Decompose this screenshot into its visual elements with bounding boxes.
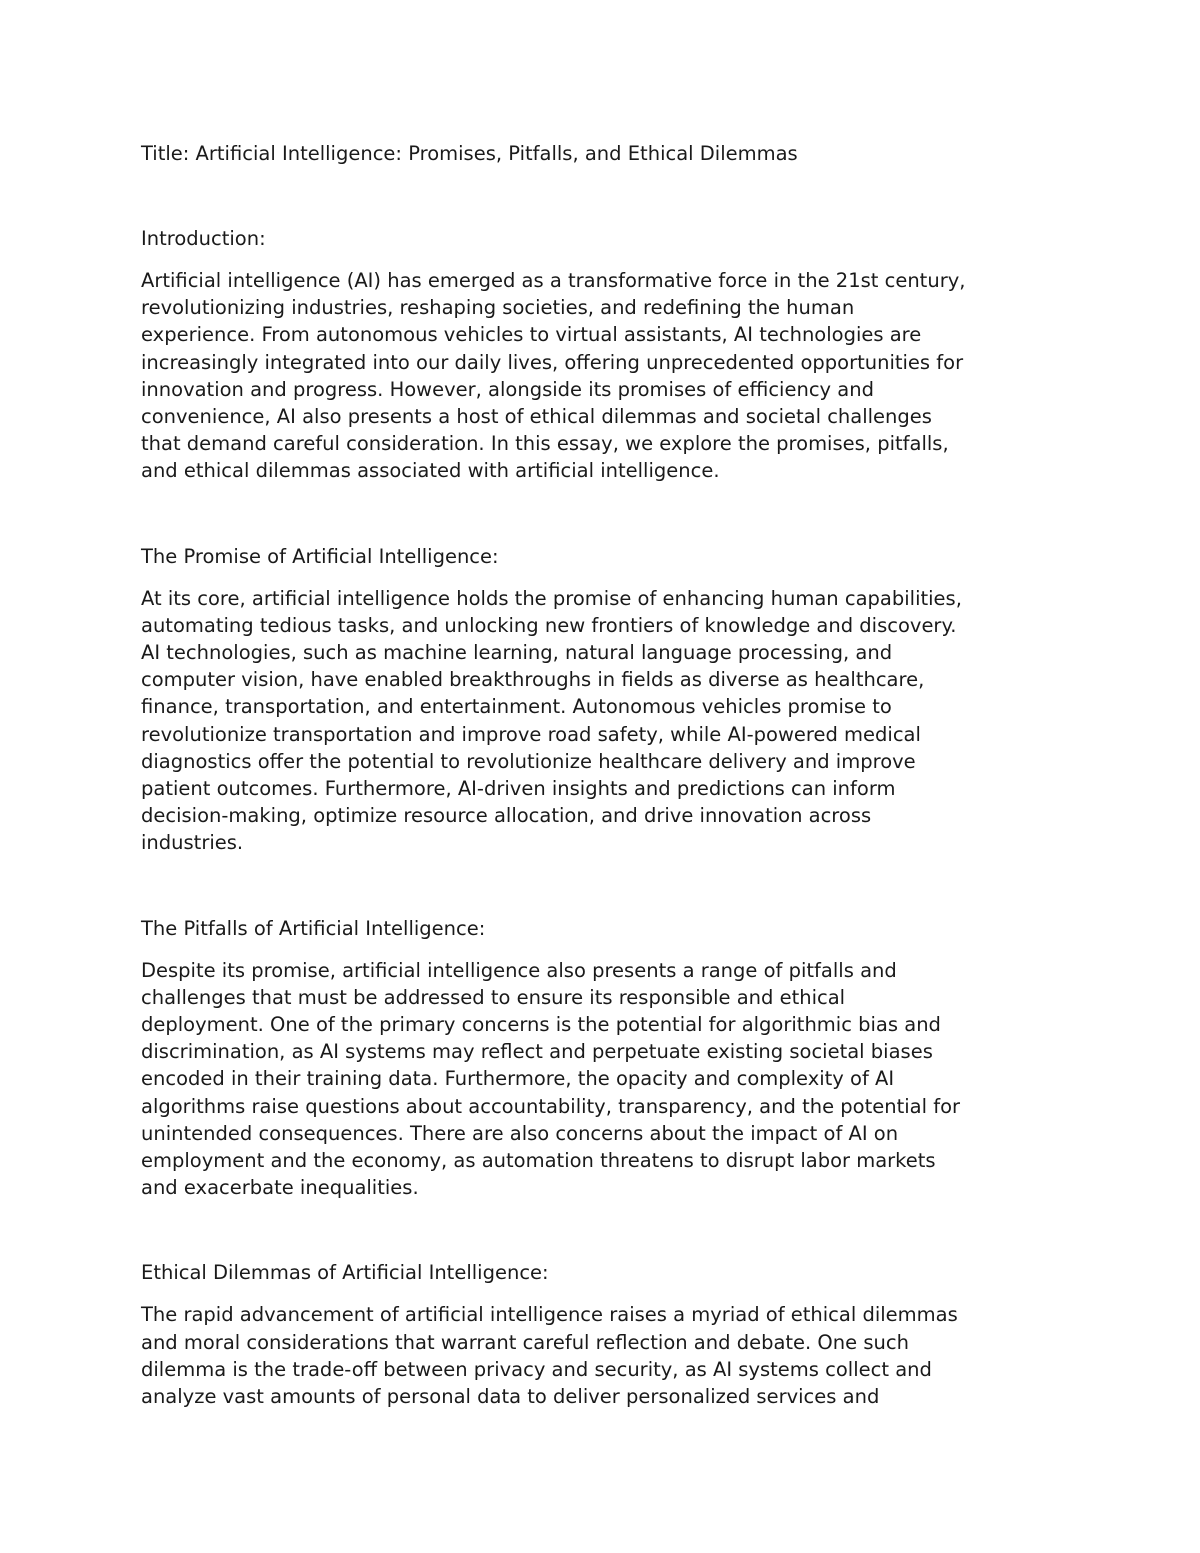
paragraph-line: unintended consequences. There are also concerns about the impact of AI on bbox=[141, 1121, 899, 1145]
section-heading: The Promise of Artificial Intelligence: bbox=[141, 544, 499, 568]
paragraph-line: and moral considerations that warrant careful reflection and debate. One such bbox=[141, 1330, 909, 1354]
paragraph-line: revolutionize transportation and improve road safety, while AI-powered medical bbox=[141, 722, 921, 746]
section-paragraph bbox=[141, 267, 1061, 485]
paragraph-line: AI technologies, such as machine learning, natural language processing, and bbox=[141, 641, 893, 665]
paragraph-line: industries. bbox=[141, 831, 244, 855]
section-heading: Introduction: bbox=[141, 227, 266, 250]
section-paragraph bbox=[141, 585, 1061, 857]
document-title: Title: Artificial Intelligence: Promises, Pitfalls, and Ethical Dilemmas bbox=[141, 142, 798, 165]
paragraph-line: finance, transportation, and entertainment. Autonomous vehicles promise to bbox=[141, 695, 892, 719]
paragraph-line: that demand careful consideration. In this essay, we explore the promises, pitfalls, bbox=[141, 432, 949, 456]
paragraph-line: Artificial intelligence (AI) has emerged as a transformative force in the 21st century, bbox=[141, 269, 966, 292]
paragraph-line: convenience, AI also presents a host of ethical dilemmas and societal challenges bbox=[141, 405, 932, 429]
paragraph-line: The rapid advancement of artificial intelligence raises a myriad of ethical dilemmas bbox=[141, 1303, 958, 1327]
paragraph-line: challenges that must be addressed to ensure its responsible and ethical bbox=[141, 985, 846, 1009]
paragraph-line: employment and the economy, as automation threatens to disrupt labor markets bbox=[141, 1149, 936, 1173]
paragraph-line: increasingly integrated into our daily lives, offering unprecedented opportunities for bbox=[141, 350, 964, 374]
paragraph-line: encoded in their training data. Furthermore, the opacity and complexity of AI bbox=[141, 1067, 895, 1091]
paragraph-line: analyze vast amounts of personal data to deliver personalized services and bbox=[141, 1385, 880, 1409]
section-paragraph bbox=[141, 1301, 1061, 1410]
paragraph-line: dilemma is the trade-off between privacy and security, as AI systems collect and bbox=[141, 1357, 932, 1381]
section-ethical-dilemmas bbox=[141, 1259, 1061, 1410]
section-heading: Ethical Dilemmas of Artificial Intelligence: bbox=[141, 1261, 549, 1285]
document-body bbox=[141, 140, 1061, 1468]
section-pitfalls bbox=[141, 915, 1061, 1202]
paragraph-line: automating tedious tasks, and unlocking new frontiers of knowledge and discovery. bbox=[141, 613, 957, 637]
paragraph-line: and ethical dilemmas associated with artificial intelligence. bbox=[141, 459, 720, 483]
paragraph-line: diagnostics offer the potential to revolutionize healthcare delivery and improve bbox=[141, 749, 916, 773]
paragraph-line: revolutionizing industries, reshaping societies, and redefining the human bbox=[141, 296, 855, 320]
paragraph-line: patient outcomes. Furthermore, AI-driven insights and predictions can inform bbox=[141, 777, 896, 801]
paragraph-line: experience. From autonomous vehicles to virtual assistants, AI technologies are bbox=[141, 323, 922, 347]
section-heading: The Pitfalls of Artificial Intelligence: bbox=[141, 916, 486, 940]
paragraph-line: algorithms raise questions about accountability, transparency, and the potential for bbox=[141, 1094, 961, 1118]
paragraph-line: innovation and progress. However, alongside its promises of efficiency and bbox=[141, 377, 874, 401]
paragraph-line: discrimination, as AI systems may reflect and perpetuate existing societal biases bbox=[141, 1040, 933, 1064]
paragraph-line: and exacerbate inequalities. bbox=[141, 1176, 419, 1200]
paragraph-line: At its core, artificial intelligence holds the promise of enhancing human capabilities, bbox=[141, 586, 962, 610]
section-introduction bbox=[141, 225, 1061, 485]
paragraph-line: computer vision, have enabled breakthroughs in fields as diverse as healthcare, bbox=[141, 668, 925, 692]
paragraph-line: decision-making, optimize resource allocation, and drive innovation across bbox=[141, 804, 872, 828]
section-paragraph bbox=[141, 957, 1061, 1202]
section-promise bbox=[141, 543, 1061, 857]
paragraph-line: deployment. One of the primary concerns is the potential for algorithmic bias and bbox=[141, 1013, 941, 1037]
paragraph-line: Despite its promise, artificial intelligence also presents a range of pitfalls and bbox=[141, 958, 897, 982]
